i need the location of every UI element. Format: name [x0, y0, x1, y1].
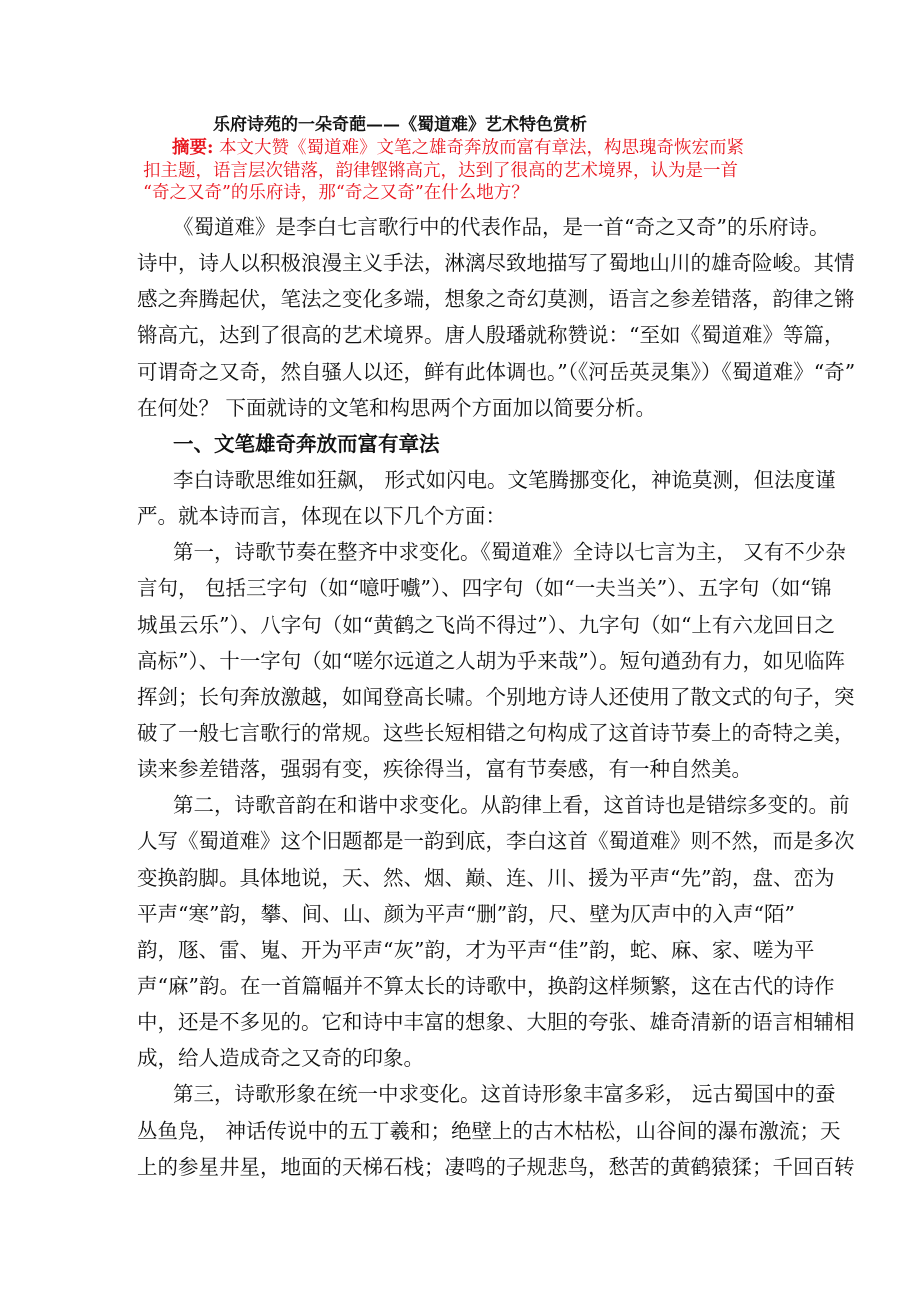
abstract-line: “奇之又奇”的乐府诗，那“奇之又奇”在什么地方？	[143, 183, 529, 203]
paragraph-line: 挥剑；长句奔放激越，如闻登高长啸。个别地方诗人还使用了散文式的句子，突	[137, 684, 855, 709]
abstract-line: 扣主题，语言层次错落，韵律铿锵高亢，达到了很高的艺术境界，认为是一首	[143, 160, 738, 181]
paragraph-line: 平声“寒”韵，攀、间、山、颜为平声“删”韵，尺、壁为仄声中的入声“陌”	[137, 901, 795, 926]
paragraph-line: 《蜀道难》是李白七言歌行中的代表作品，是一首“奇之又奇”的乐府诗。	[173, 215, 830, 239]
paragraph-line: 城虽云乐”）、八字句（如“黄鹤之飞尚不得过”）、九字句（如“上有六龙回日之	[137, 612, 835, 637]
paragraph-line: 第二，诗歌音韵在和谐中求变化。从韵律上看，这首诗也是错综多变的。前	[173, 793, 850, 818]
paragraph-line: 破了一般七言歌行的常规。这些长短相错之句构成了这首诗节奏上的奇特之美，	[137, 720, 855, 745]
paragraph-line: 感之奔腾起伏，笔法之变化多端，想象之奇幻莫测，语言之参差错落，韵律之锵	[137, 287, 855, 312]
paragraph-line: 变换韵脚。具体地说，天、然、烟、巅、连、川、援为平声“先”韵，盘、峦为	[137, 865, 835, 890]
paragraph-line: 高标”）、十一字句（如“嗟尔远道之人胡为乎来哉”）。短句遒劲有力，如见临阵	[137, 648, 845, 673]
document-body	[137, 209, 856, 1185]
paragraph-line: 第三，诗歌形象在统一中求变化。这首诗形象丰富多彩， 远古蜀国中的蚕	[173, 1082, 836, 1107]
paragraph-line: 严。就本诗而言，体现在以下几个方面：	[137, 504, 506, 529]
paragraph-line: 声“麻”韵。在一首篇幅并不算太长的诗歌中，换韵这样频繁，这在古代的诗作	[137, 973, 835, 998]
paragraph-line: 李白诗歌思维如狂飙， 形式如闪电。文笔腾挪变化，神诡莫测，但法度谨	[173, 467, 836, 492]
abstract-line	[143, 137, 745, 160]
abstract-text: 本文大赞《蜀道难》文笔之雄奇奔放而富有章法，构思瑰奇恢宏而紧	[213, 138, 745, 158]
paragraph-line: 韵，豗、雷、嵬、开为平声“灰”韵，才为平声“佳”韵，蛇、麻、家、嗟为平	[137, 937, 815, 962]
paragraph-line: 读来参差错落，强弱有变，疾徐得当，富有节奏感，有一种自然美。	[137, 757, 752, 782]
paragraph-line: 人写《蜀道难》这个旧题都是一韵到底，李白这首《蜀道难》则不然，而是多次	[137, 829, 855, 854]
paragraph-line: 成，给人造成奇之又奇的印象。	[137, 1046, 424, 1071]
abstract	[143, 137, 745, 205]
paragraph-line: 中，还是不多见的。它和诗中丰富的想象、大胆的夸张、雄奇清新的语言相辅相	[137, 1010, 855, 1035]
paragraph-line: 第一，诗歌节奏在整齐中求变化。《蜀道难》全诗以七言为主， 又有不少杂	[173, 540, 846, 565]
paragraph-line: 锵高亢，达到了很高的艺术境界。唐人殷璠就称赞说：“至如《蜀道难》等篇，	[137, 323, 845, 348]
paragraph-line: 在何处？ 下面就诗的文笔和构思两个方面加以简要分析。	[137, 395, 657, 420]
document-title: 乐府诗苑的一朵奇葩——《蜀道难》艺术特色赏析	[213, 115, 587, 135]
paragraph-line: 诗中，诗人以积极浪漫主义手法，淋漓尽致地描写了蜀地山川的雄奇险峻。其情	[137, 251, 855, 276]
paragraph-line: 上的参星井星，地面的天梯石栈；凄鸣的子规悲鸟，愁苦的黄鹤猿猱；千回百转	[137, 1154, 855, 1179]
paragraph-line: 可谓奇之又奇，然自骚人以还，鲜有此体调也。”（《河岳英灵集》）《蜀道难》“奇”	[137, 359, 856, 384]
section-heading: 一、文笔雄奇奔放而富有章法	[173, 431, 440, 456]
paragraph-line: 丛鱼凫， 神话传说中的五丁羲和；绝壁上的古木枯松，山谷间的瀑布激流；天	[137, 1118, 841, 1143]
abstract-label: 摘要:	[172, 138, 214, 158]
paragraph-line: 言句， 包括三字句（如“噫吁嚱”）、四字句（如“一夫当关”）、五字句（如“锦	[137, 576, 832, 601]
